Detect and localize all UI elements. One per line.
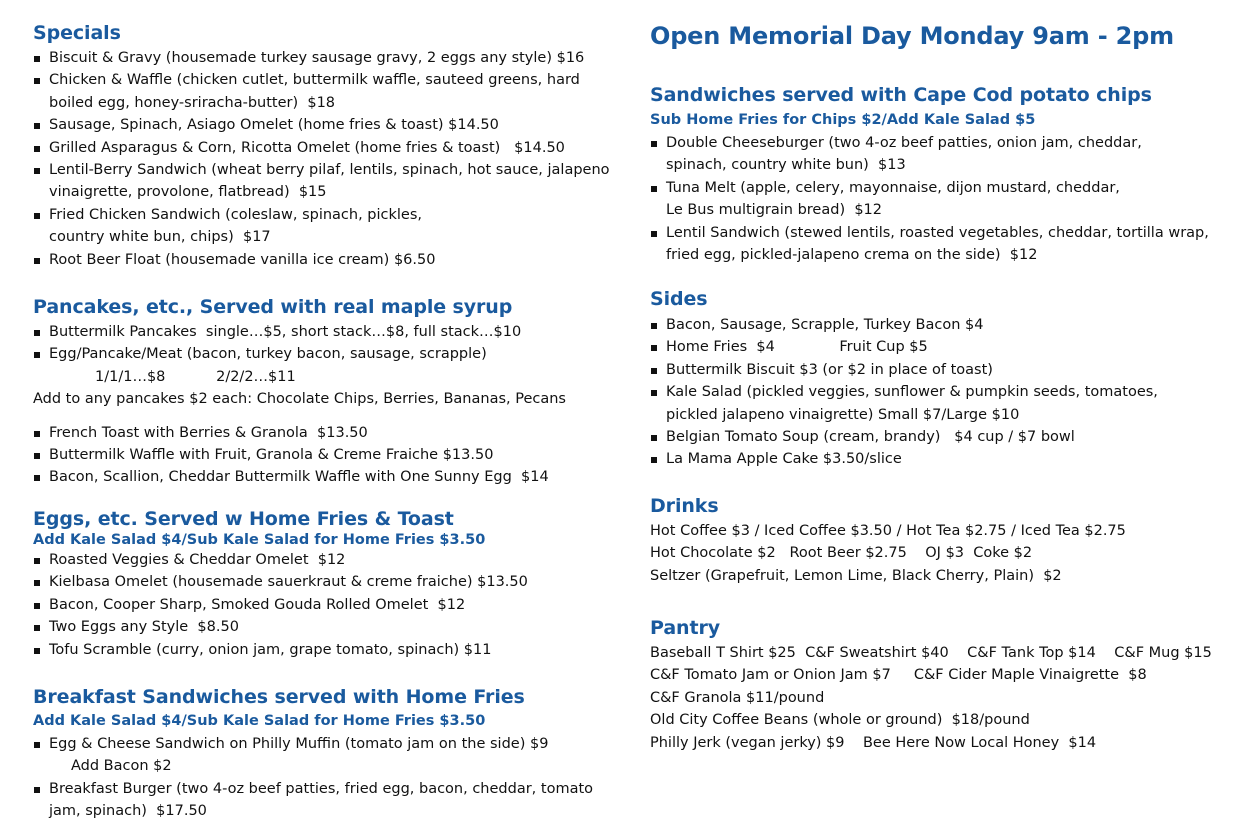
breakfast-sandwiches-heading: Breakfast Sandwiches served with Home Fries	[33, 686, 525, 708]
list-item: Chicken & Waffle (chicken cutlet, buttermilk waffle, sauteed greens, hard boiled egg, honey-sriracha-butter) $18	[33, 69, 623, 114]
pancake-add-ons: Add to any pancakes $2 each: Chocolate Chips, Berries, Bananas, Pecans	[33, 391, 566, 408]
combo-prices: 1/1/1…$8 2/2/2…$11	[95, 368, 296, 385]
sides-heading: Sides	[650, 288, 708, 310]
list-item: Grilled Asparagus & Corn, Ricotta Omelet (home fries & toast) $14.50	[33, 137, 623, 159]
list-item: Roasted Veggies & Cheddar Omelet $12	[33, 549, 623, 571]
list-item: Buttermilk Waffle with Fruit, Granola & Creme Fraiche $13.50	[33, 444, 623, 466]
list-item: Lentil-Berry Sandwich (wheat berry pilaf, lentils, spinach, hot sauce, jalapeno vinaigrette, provolone, flatbread) $15	[33, 159, 623, 204]
list-item: Two Eggs any Style $8.50	[33, 616, 623, 638]
list-item: Kielbasa Omelet (housemade sauerkraut & creme fraiche) $13.50	[33, 571, 623, 593]
specials-list	[33, 47, 623, 271]
pantry-line: Baseball T Shirt $25 C&F Sweatshirt $40 C&F Tank Top $14 C&F Mug $15	[650, 645, 1212, 661]
list-item: Root Beer Float (housemade vanilla ice cream) $6.50	[33, 249, 623, 271]
holiday-banner: Open Memorial Day Monday 9am - 2pm	[650, 22, 1174, 50]
add-bacon-note: Add Bacon $2	[71, 758, 172, 775]
pantry-section	[650, 642, 1245, 754]
pancakes-section	[33, 321, 623, 489]
list-item: Tuna Melt (apple, celery, mayonnaise, dijon mustard, cheddar, Le Bus multigrain bread) $12	[650, 177, 1245, 222]
pantry-line: C&F Granola $11/pound	[650, 689, 825, 706]
eggs-list	[33, 549, 623, 661]
sides-list	[650, 314, 1245, 471]
eggs-subtitle: Add Kale Salad $4/Sub Kale Salad for Home Fries $3.50	[33, 532, 486, 548]
list-item: Bacon, Scallion, Cheddar Buttermilk Waffle with One Sunny Egg $14	[33, 466, 623, 488]
list-item: Bacon, Cooper Sharp, Smoked Gouda Rolled Omelet $12	[33, 594, 623, 616]
pancakes-list-2	[33, 422, 623, 489]
pantry-line: Old City Coffee Beans (whole or ground) $18/pound	[650, 712, 1030, 729]
list-item: La Mama Apple Cake $3.50/slice	[650, 448, 1245, 470]
sandwiches-subtitle: Sub Home Fries for Chips $2/Add Kale Salad $5	[650, 112, 1036, 128]
sandwiches-list	[650, 132, 1245, 266]
sandwiches-heading: Sandwiches served with Cape Cod potato chips	[650, 84, 1152, 106]
list-item: Home Fries $4 Fruit Cup $5	[650, 336, 1245, 358]
list-item: Egg & Cheese Sandwich on Philly Muffin (tomato jam on the side) $9	[33, 733, 623, 755]
breakfast-sandwiches-section	[33, 733, 623, 823]
pantry-line: C&F Tomato Jam or Onion Jam $7 C&F Cider Maple Vinaigrette $8	[650, 667, 1147, 684]
list-item: Tofu Scramble (curry, onion jam, grape tomato, spinach) $11	[33, 639, 623, 661]
drinks-line: Hot Chocolate $2 Root Beer $2.75 OJ $3 Coke $2	[650, 545, 1033, 562]
breakfast-sandwiches-list-2	[33, 778, 623, 823]
specials-heading: Specials	[33, 22, 121, 44]
list-item: Egg/Pancake/Meat (bacon, turkey bacon, sausage, scrapple)	[33, 343, 623, 365]
list-item: Sausage, Spinach, Asiago Omelet (home fries & toast) $14.50	[33, 114, 623, 136]
drinks-line: Hot Coffee $3 / Iced Coffee $3.50 / Hot Tea $2.75 / Iced Tea $2.75	[650, 523, 1126, 539]
list-item: Biscuit & Gravy (housemade turkey sausage gravy, 2 eggs any style) $16	[33, 47, 623, 69]
list-item: Lentil Sandwich (stewed lentils, roasted vegetables, cheddar, tortilla wrap, fried egg, pickled-jalapeno crema on the side) $12	[650, 222, 1245, 267]
pancakes-list	[33, 321, 623, 366]
pantry-line: Philly Jerk (vegan jerky) $9 Bee Here Now Local Honey $14	[650, 734, 1097, 751]
list-item: Bacon, Sausage, Scrapple, Turkey Bacon $4	[650, 314, 1245, 336]
eggs-heading: Eggs, etc. Served w Home Fries & Toast	[33, 508, 454, 530]
list-item: Buttermilk Biscuit $3 (or $2 in place of toast)	[650, 359, 1245, 381]
drinks-section	[650, 520, 1245, 587]
pantry-heading: Pantry	[650, 617, 721, 639]
pancakes-heading: Pancakes, etc., Served with real maple syrup	[33, 296, 513, 318]
list-item: Buttermilk Pancakes single…$5, short stack…$8, full stack…$10	[33, 321, 623, 343]
breakfast-sandwiches-list	[33, 733, 623, 755]
list-item: Belgian Tomato Soup (cream, brandy) $4 cup / $7 bowl	[650, 426, 1245, 448]
list-item: Kale Salad (pickled veggies, sunflower & pumpkin seeds, tomatoes, pickled jalapeno vinaigrette) Small $7/Large $10	[650, 381, 1245, 426]
drinks-heading: Drinks	[650, 495, 719, 517]
list-item: Double Cheeseburger (two 4-oz beef patties, onion jam, cheddar, spinach, country white bun) $13	[650, 132, 1245, 177]
list-item: French Toast with Berries & Granola $13.50	[33, 422, 623, 444]
list-item: Fried Chicken Sandwich (coleslaw, spinach, pickles, country white bun, chips) $17	[33, 204, 623, 249]
breakfast-sandwiches-subtitle: Add Kale Salad $4/Sub Kale Salad for Home Fries $3.50	[33, 713, 486, 729]
drinks-line: Seltzer (Grapefruit, Lemon Lime, Black Cherry, Plain) $2	[650, 567, 1062, 584]
list-item: Breakfast Burger (two 4-oz beef patties, fried egg, bacon, cheddar, tomato jam, spinach) $17.50	[33, 778, 623, 823]
